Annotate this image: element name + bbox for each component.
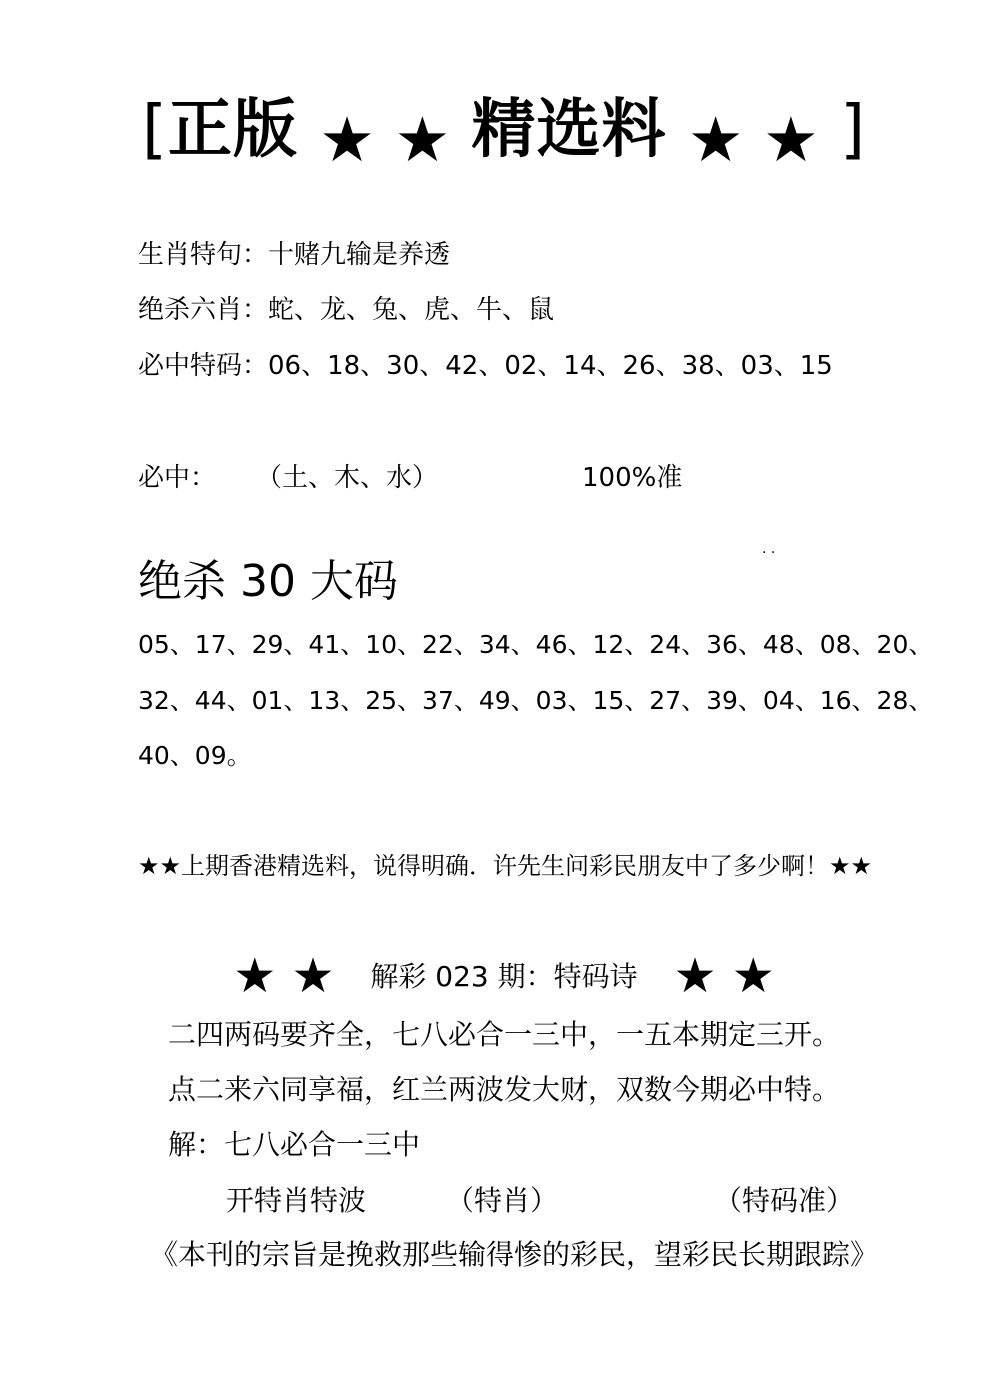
stray-dots: · · — [762, 545, 776, 561]
star-icon: ★ ★ — [673, 948, 775, 1004]
kill-six-zodiac: 绝杀六肖：蛇、龙、兔、虎、牛、鼠 — [138, 295, 555, 325]
kill30-line-3: 40、09。 — [138, 741, 252, 770]
title-part2: 精选料 — [471, 93, 667, 167]
result-col-3: （特码准） — [714, 1184, 855, 1217]
kill30-heading: 绝杀 30 大码 — [138, 556, 398, 607]
poem-result-row — [226, 1182, 855, 1220]
poem-line-2: 点二来六同享福，红兰两波发大财，双数今期必中特。 — [168, 1073, 841, 1106]
notice-text: 上期香港精选料，说得明确．许先生问彩民朋友中了多少啊！ — [181, 852, 830, 880]
star-icon: ★★ — [138, 852, 182, 880]
result-col-2: （特肖） — [446, 1184, 559, 1217]
title-open-bracket: [ — [141, 93, 168, 167]
notice-line — [138, 850, 872, 882]
must-hit-row — [138, 461, 683, 495]
poem-line-1: 二四两码要齐全，七八必合一三中，一五本期定三开。 — [168, 1018, 841, 1051]
star-icon: ★ ★ — [687, 103, 819, 176]
poem-explanation: 解：七八必合一三中 — [168, 1128, 421, 1161]
must-hit-elements: （土、木、水） — [256, 463, 439, 493]
star-icon: ★ ★ — [233, 948, 335, 1004]
must-hit-accuracy: 100%准 — [582, 463, 683, 493]
zodiac-phrase: 生肖特句：十赌九输是养透 — [138, 240, 451, 270]
must-hit-codes: 必中特码：06、18、30、42、02、14、26、38、03、15 — [138, 351, 833, 381]
title-close-bracket: ] — [840, 93, 867, 167]
result-col-1: 开特肖特波 — [226, 1184, 367, 1217]
title-part1: 正版 — [167, 93, 298, 167]
must-hit-label: 必中： — [138, 463, 217, 493]
star-icon: ★★ — [829, 852, 873, 880]
poem-heading: 解彩 023 期：特码诗 — [370, 960, 638, 993]
kill30-line-2: 32、44、01、13、25、37、49、03、15、27、39、04、16、28、 — [138, 686, 934, 715]
poem-heading-row — [0, 948, 1008, 1005]
kill30-line-1: 05、17、29、41、10、22、34、46、12、24、36、48、08、20、 — [138, 630, 934, 659]
footer-motto: 《本刊的宗旨是挽救那些输得惨的彩民，望彩民长期跟踪》 — [150, 1238, 879, 1271]
page-title — [0, 88, 1008, 182]
star-icon: ★ ★ — [319, 103, 451, 176]
